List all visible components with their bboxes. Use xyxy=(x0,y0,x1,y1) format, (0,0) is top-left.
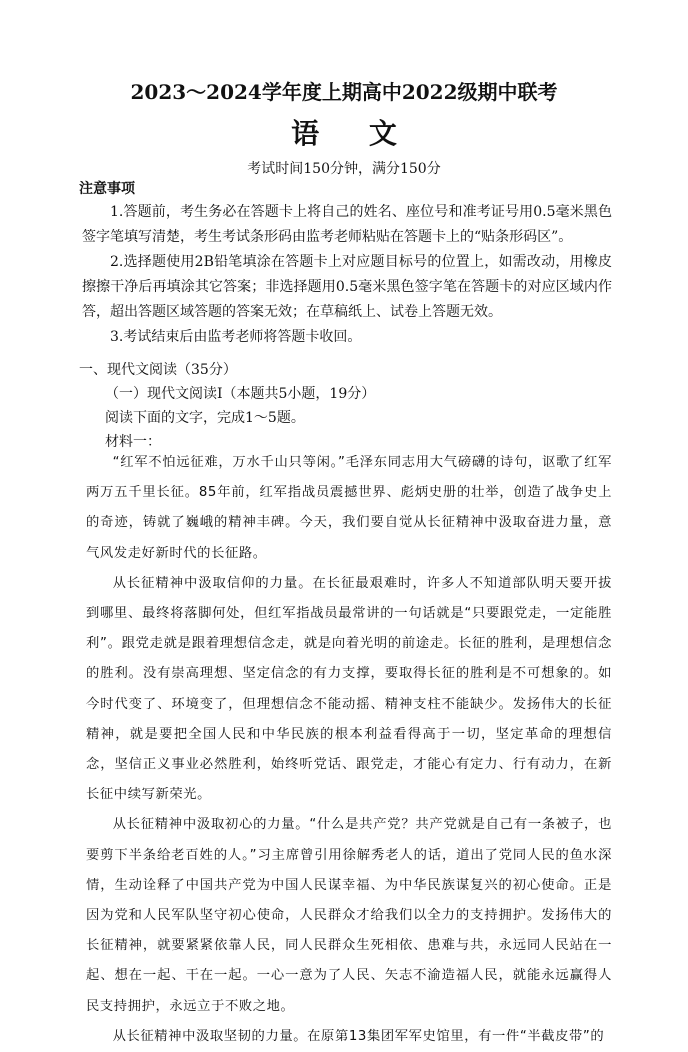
note-item-3: 3.考试结束后由监考老师将答题卡收回。 xyxy=(110,329,362,345)
section-subheading: （一）现代文阅读Ⅰ（本题共5小题，19分） xyxy=(105,386,376,402)
material-paragraph: 从长征精神中汲取坚韧的力量。在原第13集团军军史馆里，有一件“半截皮带”的 xyxy=(112,1028,605,1044)
subject-title: 语 文 xyxy=(291,117,417,150)
notes-heading: 注意事项 xyxy=(79,181,135,197)
note-item-2: 2.选择题使用2B铅笔填涂在答题卡上对应题目标号的位置上，如需改动，用橡皮擦擦干净后再填涂其它答案；非选择题用0.5毫米黑色签字笔在答题卡的对应区域内作答，超出答题区域答题的答案无效；在草稿纸上、试卷上答题无效。 xyxy=(82,254,612,320)
exam-title: 2023～2024学年度上期高中2022级期中联考 xyxy=(130,80,558,104)
material-paragraph: “红军不怕远征难，万水千山只等闲。”毛泽东同志用大气磅礴的诗句，讴歌了红军两万五千里长征。85年前，红军指战员震撼世界、彪炳史册的壮举，创造了战争史上的奇迹，铸就了巍峨的精神丰碑。今天，我们要自觉从长征精神中汲取奋进力量，意气风发走好新时代的长征路。 xyxy=(86,455,612,561)
reading-instruction: 阅读下面的文字，完成1～5题。 xyxy=(105,410,305,426)
note-item-1: 1.答题前，考生务必在答题卡上将自己的姓名、座位号和准考证号用0.5毫米黑色签字笔填写清楚，考生考试条形码由监考老师粘贴在答题卡上的“贴条形码区”。 xyxy=(82,204,612,245)
exam-info: 考试时间150分钟，满分150分 xyxy=(247,161,441,177)
material-body xyxy=(86,448,612,1052)
material-paragraph: 从长征精神中汲取信仰的力量。在长征最艰难时，许多人不知道部队明天要开拔到哪里、最终将落脚何处，但红军指战员最常讲的一句话就是“只要跟党走，一定能胜利”。跟党走就是跟着理想信念走，就是向着光明的前途走。长征的胜利，是理想信念的胜利。没有崇高理想、坚定信念的有力支撑，要取得长征的胜利是不可想象的。如今时代变了、环境变了，但理想信念不能动摇、精神支柱不能缺少。发扬伟大的长征精神，就是要把全国人民和中华民族的根本利益看得高于一切，坚定革命的理想信念，坚信正义事业必然胜利，始终听党话、跟党走，才能心有定力、行有动力，在新长征中续写新荣光。 xyxy=(86,575,612,803)
notes-list xyxy=(82,200,612,350)
material-paragraph: 从长征精神中汲取初心的力量。“什么是共产党？共产党就是自己有一条被子，也要剪下半条给老百姓的人。”习主席曾引用徐解秀老人的话，道出了党同人民的鱼水深情，生动诠释了中国共产党为中国人民谋幸福、为中华民族谋复兴的初心使命。正是因为党和人民军队坚守初心使命，人民群众才给我们以全力的支持拥护。发扬伟大的长征精神，就要紧紧依靠人民，同人民群众生死相依、患难与共，永远同人民站在一起、想在一起、干在一起。一心一意为了人民、矢志不渝造福人民，就能永远赢得人民支持拥护，永远立于不败之地。 xyxy=(86,817,612,1014)
material-label: 材料一： xyxy=(105,434,161,450)
section-heading: 一、现代文阅读（35分） xyxy=(79,362,237,378)
